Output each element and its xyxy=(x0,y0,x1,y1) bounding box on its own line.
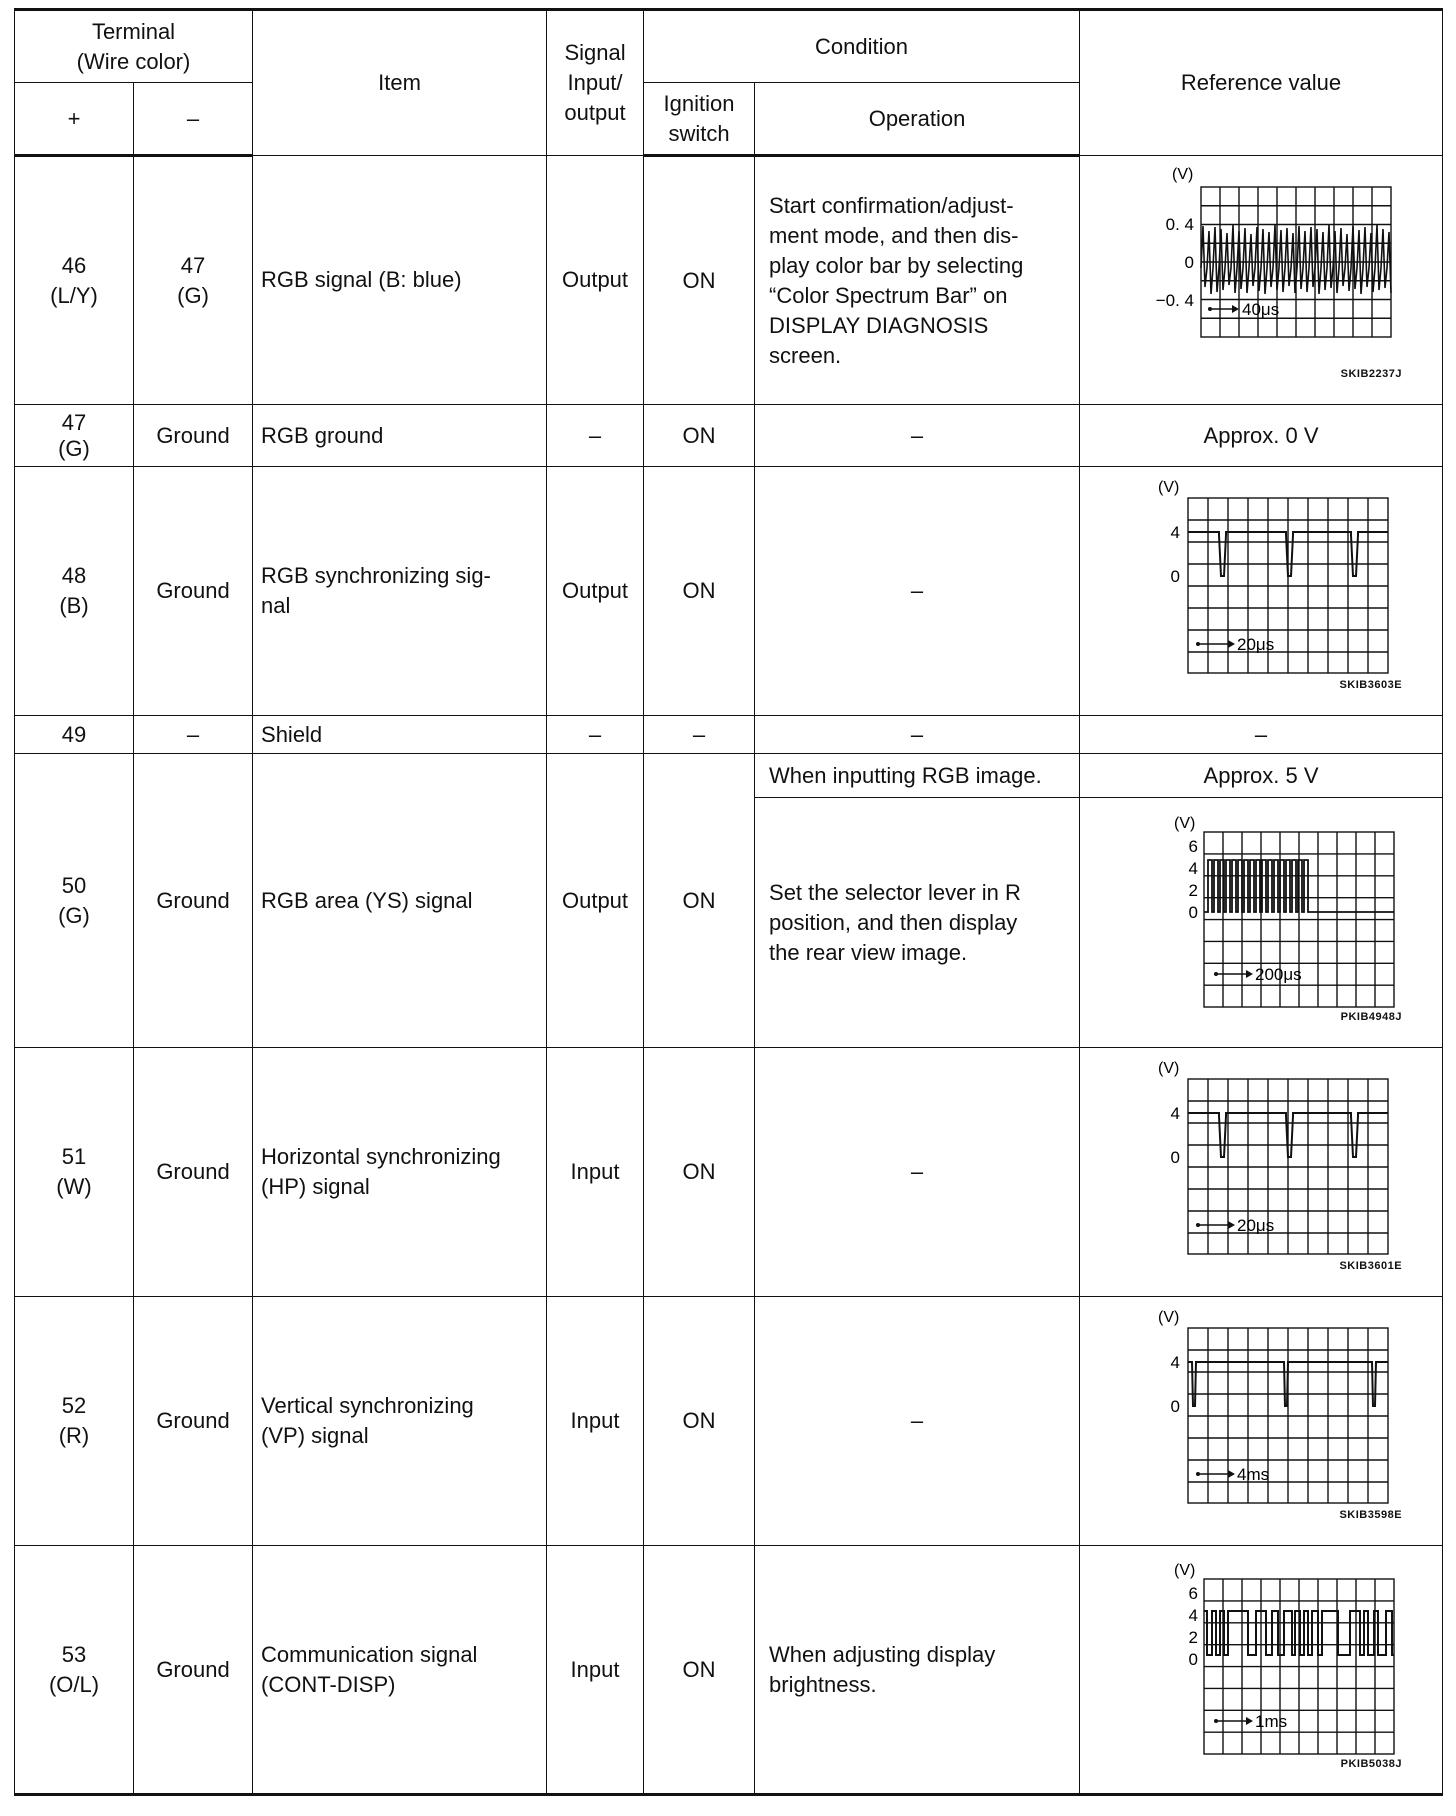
reference-waveform xyxy=(1080,798,1443,1048)
item-name: RGB ground xyxy=(253,405,547,467)
terminal-minus: – xyxy=(134,716,253,754)
table-row xyxy=(15,1297,1443,1546)
table-row xyxy=(15,1546,1443,1795)
operation: – xyxy=(755,1297,1080,1546)
header-operation: Operation xyxy=(755,83,1080,156)
scope-tick-label: 4 xyxy=(1170,1353,1181,1372)
ignition-state: ON xyxy=(644,467,755,716)
scope-unit-label: (V) xyxy=(1158,1309,1180,1326)
scope-timebase-label: 200μs xyxy=(1255,964,1302,984)
scope-timebase-label: 4ms xyxy=(1237,1465,1270,1484)
reference-waveform xyxy=(1080,1048,1443,1297)
scope-tick-label: 4 xyxy=(1170,523,1181,542)
oscilloscope-chart xyxy=(1106,1306,1416,1536)
oscilloscope-chart xyxy=(1106,476,1416,706)
scope-unit-label: (V) xyxy=(1158,1060,1180,1077)
signal-direction: – xyxy=(547,716,644,754)
oscilloscope-chart xyxy=(1106,808,1416,1038)
reference-value: Approx. 5 V xyxy=(1080,754,1443,798)
terminal-minus: Ground xyxy=(134,1546,253,1795)
operation: When adjusting display brightness. xyxy=(755,1546,1080,1795)
table-row xyxy=(15,754,1443,798)
reference-waveform xyxy=(1080,1297,1443,1546)
terminal-plus: 50 (G) xyxy=(15,754,134,1048)
scope-timebase-label: 20μs xyxy=(1237,1216,1275,1235)
terminal-minus: Ground xyxy=(134,1048,253,1297)
operation: – xyxy=(755,1048,1080,1297)
scope-trace xyxy=(1188,1362,1388,1406)
scope-tick-label: 0 xyxy=(1188,1649,1199,1669)
terminal-plus: 51 (W) xyxy=(15,1048,134,1297)
table-row xyxy=(15,156,1443,405)
scope-tick-label: −0. 4 xyxy=(1155,291,1195,310)
item-name: RGB synchronizing sig- nal xyxy=(253,467,547,716)
signal-direction: Input xyxy=(547,1048,644,1297)
oscilloscope-chart xyxy=(1106,165,1416,395)
scope-unit-label: (V) xyxy=(1158,479,1180,496)
item-name: Horizontal synchronizing (HP) signal xyxy=(253,1048,547,1297)
terminal-plus: 46 (L/Y) xyxy=(15,156,134,405)
header-minus: – xyxy=(134,83,253,156)
header-terminal: Terminal (Wire color) xyxy=(15,10,253,83)
scope-timebase-label: 40μs xyxy=(1242,300,1280,319)
ignition-state: ON xyxy=(644,1048,755,1297)
scope-tick-label: 0 xyxy=(1170,567,1181,586)
terminal-plus: 47 (G) xyxy=(15,405,134,467)
header-plus: + xyxy=(15,83,134,156)
header-condition: Condition xyxy=(644,10,1080,83)
terminal-minus: Ground xyxy=(134,754,253,1048)
operation: – xyxy=(755,405,1080,467)
header-ignition: Ignition switch xyxy=(644,83,755,156)
terminal-minus: Ground xyxy=(134,405,253,467)
scope-tick-label: 0 xyxy=(1170,1148,1181,1167)
oscilloscope-chart xyxy=(1106,1555,1416,1785)
terminal-plus: 49 xyxy=(15,716,134,754)
reference-value: – xyxy=(1080,716,1443,754)
item-name: RGB area (YS) signal xyxy=(253,754,547,1048)
scope-tick-label: 4 xyxy=(1188,1605,1199,1625)
scope-unit-label: (V) xyxy=(1174,814,1196,832)
scope-timebase-label: 1ms xyxy=(1255,1711,1288,1731)
terminal-minus: Ground xyxy=(134,1297,253,1546)
scope-tick-label: 2 xyxy=(1188,1627,1199,1647)
scope-tick-label: 0. 4 xyxy=(1165,215,1195,234)
scope-tick-label: 0 xyxy=(1170,1397,1181,1416)
scope-unit-label: (V) xyxy=(1174,1561,1196,1579)
operation: Set the selector lever in R position, and then display the rear view image. xyxy=(755,798,1080,1048)
scope-trace xyxy=(1204,1611,1394,1655)
ignition-state: – xyxy=(644,716,755,754)
figure-id: PKIB4948J xyxy=(1340,1010,1403,1023)
scope-tick-label: 4 xyxy=(1170,1104,1181,1123)
figure-id: SKIB3603E xyxy=(1339,679,1403,691)
scope-tick-label: 6 xyxy=(1188,836,1199,856)
scope-tick-label: 2 xyxy=(1188,880,1199,900)
reference-waveform xyxy=(1080,156,1443,405)
signal-direction: Input xyxy=(547,1546,644,1795)
terminal-minus: 47 (G) xyxy=(134,156,253,405)
scope-tick-label: 4 xyxy=(1188,858,1199,878)
terminal-minus: Ground xyxy=(134,467,253,716)
scope-tick-label: 0 xyxy=(1188,902,1199,922)
figure-id: SKIB2237J xyxy=(1340,368,1403,380)
terminal-reference-table xyxy=(14,8,1443,1796)
terminal-plus: 48 (B) xyxy=(15,467,134,716)
signal-direction: – xyxy=(547,405,644,467)
table-row xyxy=(15,467,1443,716)
terminal-plus: 52 (R) xyxy=(15,1297,134,1546)
reference-value: Approx. 0 V xyxy=(1080,405,1443,467)
oscilloscope-chart xyxy=(1106,1057,1416,1287)
item-name: RGB signal (B: blue) xyxy=(253,156,547,405)
terminal-table-container xyxy=(14,8,1442,1796)
signal-direction: Output xyxy=(547,754,644,1048)
signal-direction: Output xyxy=(547,467,644,716)
signal-direction: Output xyxy=(547,156,644,405)
signal-direction: Input xyxy=(547,1297,644,1546)
ignition-state: ON xyxy=(644,1297,755,1546)
scope-tick-label: 0 xyxy=(1184,253,1195,272)
terminal-plus: 53 (O/L) xyxy=(15,1546,134,1795)
header-signal: Signal Input/ output xyxy=(547,10,644,156)
operation: When inputting RGB image. xyxy=(755,754,1080,798)
reference-waveform xyxy=(1080,1546,1443,1795)
operation: – xyxy=(755,716,1080,754)
ignition-state: ON xyxy=(644,405,755,467)
scope-timebase-label: 20μs xyxy=(1237,635,1275,654)
scope-unit-label: (V) xyxy=(1172,166,1194,183)
ignition-state: ON xyxy=(644,754,755,1048)
header-item: Item xyxy=(253,10,547,156)
item-name: Shield xyxy=(253,716,547,754)
figure-id: PKIB5038J xyxy=(1340,1757,1403,1770)
item-name: Vertical synchronizing (VP) signal xyxy=(253,1297,547,1546)
header-reference: Reference value xyxy=(1080,10,1443,156)
table-row xyxy=(15,405,1443,467)
table-row xyxy=(15,716,1443,754)
figure-id: SKIB3601E xyxy=(1339,1260,1403,1272)
ignition-state: ON xyxy=(644,1546,755,1795)
figure-id: SKIB3598E xyxy=(1339,1509,1403,1521)
operation: – xyxy=(755,467,1080,716)
item-name: Communication signal (CONT-DISP) xyxy=(253,1546,547,1795)
scope-tick-label: 6 xyxy=(1188,1583,1199,1603)
reference-waveform xyxy=(1080,467,1443,716)
table-row xyxy=(15,1048,1443,1297)
ignition-state: ON xyxy=(644,156,755,405)
operation: Start confirmation/adjust- ment mode, and then dis- play color bar by selecting “Color Spectrum Bar” on DISPLAY DIAGNOSIS screen. xyxy=(755,156,1080,405)
